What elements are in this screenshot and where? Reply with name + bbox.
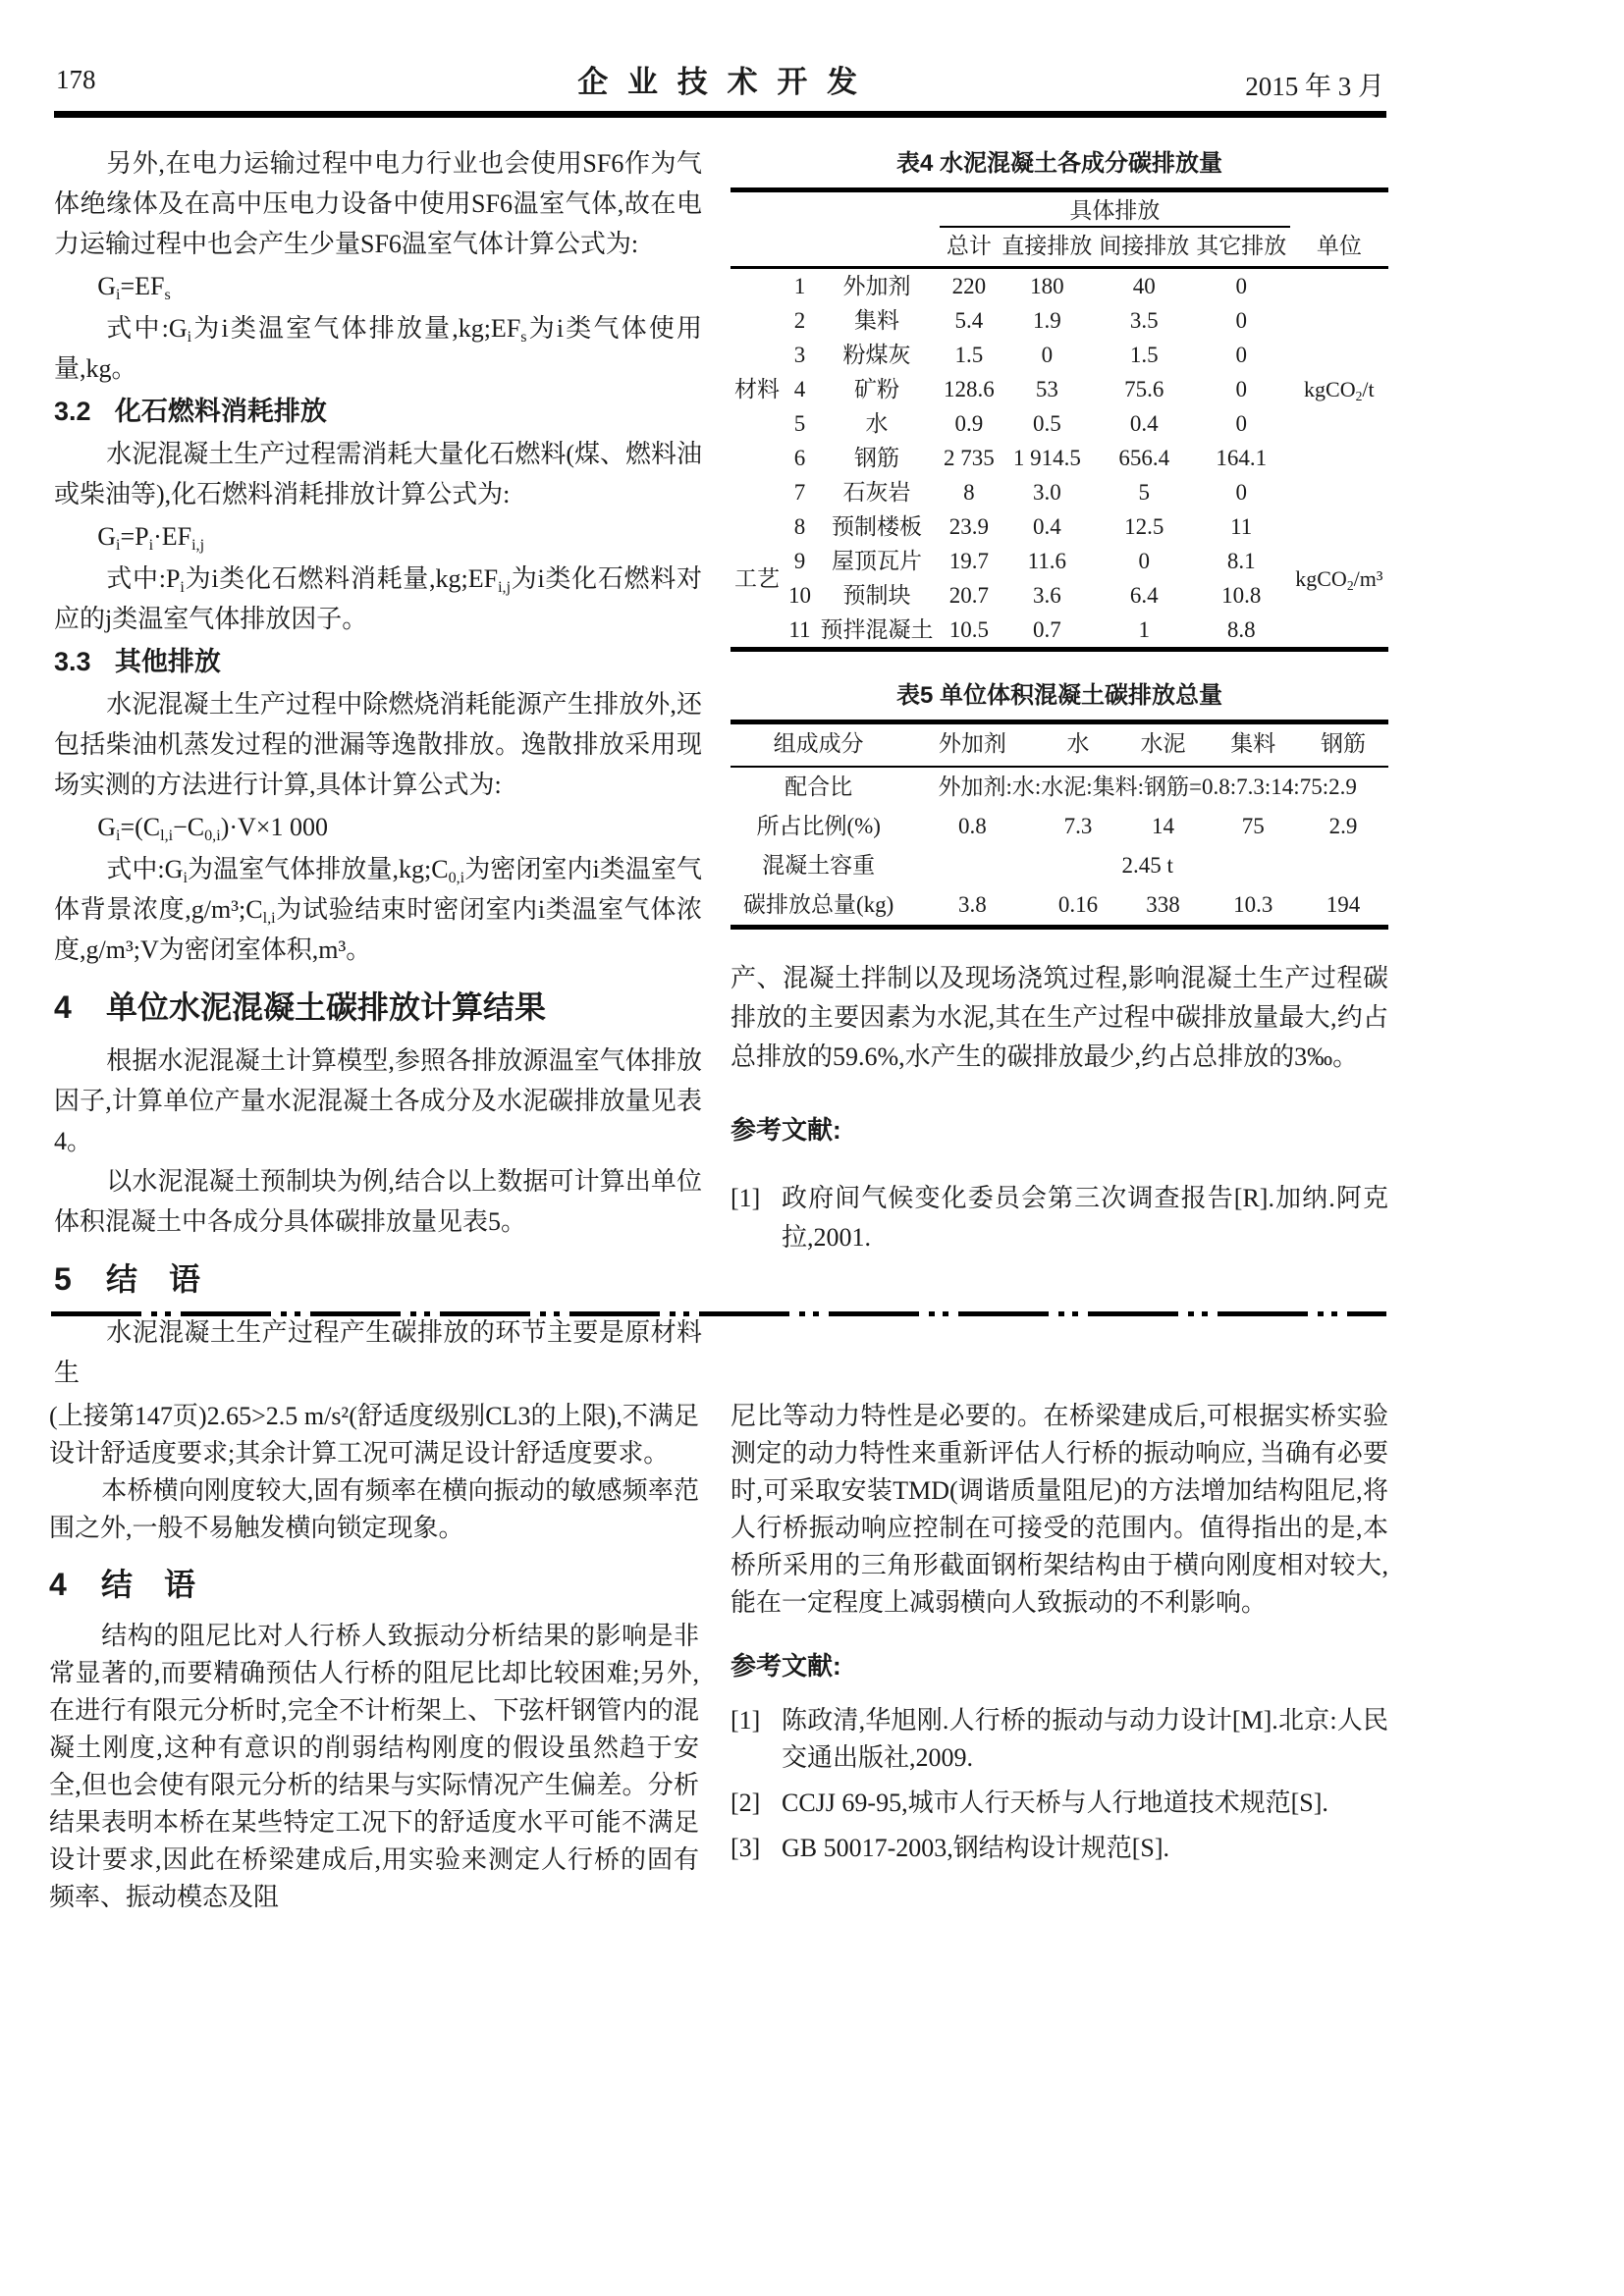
other-cell: 10.8 [1221, 583, 1262, 608]
total-cell: 5.4 [954, 308, 984, 333]
table-row [731, 441, 1388, 475]
unit-cell-process: kgCO$_2$/m³ [1295, 565, 1383, 593]
indirect-cell: 6.4 [1129, 583, 1159, 608]
direct-cell: 1 914.5 [1012, 446, 1081, 470]
paragraph-conclusion-start: 水泥混凝土生产过程产生碳排放的环节主要是原材料生 [54, 1318, 702, 1387]
row-number-cell: 1 [793, 274, 806, 298]
section-title: 结 语 [105, 1261, 200, 1297]
other-cell: 8.1 [1226, 549, 1256, 573]
paragraph-result1: 根据水泥混凝土计算模型,参照各排放源温室气体排放因子,计算单位产量水泥混凝土各成分及水泥碳排放量见表4。 [54, 1046, 702, 1155]
total-cell: 220 [951, 274, 987, 298]
component-name-cell: 预制楼板 [831, 514, 922, 539]
blank-cell [731, 190, 940, 228]
section-number: 3.2 [54, 397, 91, 426]
ratio-cell: 2.9 [1328, 814, 1358, 838]
paragraph-lateral-stiffness: 本桥横向刚度较大,固有频率在横向振动的敏感频率范围之外,一般不易触发横向锁定现象。 [49, 1476, 699, 1542]
column-header-component: 组成成分 [731, 722, 906, 768]
header-rule [54, 111, 1386, 118]
row-number-cell: 11 [788, 617, 811, 642]
section-title: 结 语 [100, 1567, 195, 1602]
reference-marker: [1] [731, 1184, 761, 1212]
row-number-cell: 7 [793, 480, 806, 505]
table4-title: 表4 水泥混凝土各成分碳排放量 [895, 150, 1222, 177]
column-header-admixture: 外加剂 [906, 722, 1038, 768]
table-row [731, 885, 1388, 928]
table-row [731, 268, 1388, 304]
paragraph-conclusion-end: 产、混凝土拌制以及现场浇筑过程,影响混凝土生产过程碳排放的主要因素为水泥,其在生产过程中碳排放量最大,约占总排放的59.6%,水产生的碳排放最少,约占总排放的3‰。 [731, 964, 1388, 1071]
direct-cell: 0.7 [1032, 617, 1061, 642]
section-heading-4 [54, 986, 702, 1029]
total-cell: 0.9 [954, 411, 984, 436]
table-row [731, 372, 1388, 406]
paragraph-sf6: 另外,在电力运输过程中电力行业也会使用SF6作为气体绝缘体及在高中压电力设备中使用SF6温室气体,故在电力运输过程中也会产生少量SF6温室气体计算公式为: [54, 149, 702, 258]
column-header-rebar: 钢筋 [1298, 722, 1388, 768]
table-row [731, 544, 1388, 578]
indirect-cell: 40 [1132, 274, 1156, 298]
column-header-other: 其它排放 [1193, 227, 1290, 268]
table-row [731, 338, 1388, 372]
column-header-direct: 直接排放 [999, 227, 1096, 268]
unit-cell-materials: kgCO$_2$/t [1304, 377, 1375, 404]
row-label-cell: 所占比例(%) [756, 814, 881, 838]
direct-cell: 0.4 [1032, 514, 1061, 539]
journal-title: 企 业 技 术 开 发 [577, 65, 863, 99]
section-title: 单位水泥混凝土碳排放计算结果 [105, 989, 546, 1025]
table-row [731, 406, 1388, 441]
direct-cell: 3.0 [1032, 480, 1061, 505]
total-cell: 19.7 [948, 549, 990, 573]
reference-item [731, 1785, 1388, 1822]
direct-cell: 180 [1030, 274, 1064, 298]
note-other: 式中$:G_i$为温室气体排放量$,kg;C_{0,i}$为密闭室内i类温室气体背景浓度$,g/m^3;C_{l,i}$为试验结束时密闭室内i类温室气体浓度,g/m³;V为密闭室体积,m³。 [54, 855, 702, 964]
section-heading-5 [54, 1257, 702, 1301]
paragraph-damping: 结构的阻尼比对人行桥人致振动分析结果的影响是非常显著的,而要精确预估人行桥的阻尼比却比较困难;另外,在进行有限元分析时,完全不计桁架上、下弦杆钢管内的混凝土刚度,这种有意识的削弱结构刚度的假设虽然趋于安全,但也会使有限元分析的结果与实际情况产生偏差。分析结果表明本桥在某些特定工况下的舒适度水平可能不满足设计要求,因此在桥梁建成后,用实验来测定人行桥的固有频率、振动模态及阻 [49, 1622, 699, 1911]
component-name-cell: 集料 [853, 308, 899, 333]
direct-cell: 0 [1041, 343, 1054, 367]
blank-cell [731, 227, 940, 268]
table-row [731, 509, 1388, 544]
table-row [731, 613, 1388, 650]
total-cell: 128.6 [944, 377, 995, 401]
total-emission-cell: 338 [1146, 892, 1180, 917]
paragraph-result2: 以水泥混凝土预制块为例,结合以上数据可计算出单位体积混凝土中各成分具体碳排放量见表5。 [54, 1167, 702, 1236]
other-cell: 0 [1235, 274, 1247, 298]
paragraph-dynamic-properties: 尼比等动力特性是必要的。在桥梁建成后,可根据实桥实验测定的动力特性来重新评估人行桥的振动响应, 当确有必要时,可采取安装TMD(调谐质量阻尼)的方法增加结构阻尼,将人行桥振动响应控制在可接受的范围内。值得指出的是,本桥所采用的三角形截面钢桁架结构由于横向刚度相对较大,能在一定程度上减弱横向人致振动的不利影响。 [731, 1402, 1388, 1617]
other-cell: 8.8 [1226, 617, 1256, 642]
reference-marker: [3] [731, 1834, 761, 1862]
total-emission-cell: 194 [1326, 892, 1361, 917]
group-cell-process: 工艺 [734, 565, 780, 591]
component-name-cell: 预拌混凝土 [820, 617, 934, 642]
component-name-cell: 水 [865, 411, 889, 436]
density-cell: 2.45 t [1121, 853, 1173, 878]
row-number-cell: 3 [793, 343, 806, 367]
section-number: 3.3 [54, 647, 91, 676]
reference-text: 政府间气候变化委员会第三次调查报告[R].加纳.阿克拉,2001. [782, 1184, 1388, 1252]
direct-cell: 11.6 [1027, 549, 1067, 573]
group-cell-materials: 材料 [734, 377, 780, 401]
reference-text: CCJJ 69-95,城市人行天桥与人行地道技术规范[S]. [782, 1789, 1328, 1817]
section-number: 4 [49, 1567, 67, 1602]
table-row [731, 767, 1388, 807]
row-number-cell: 4 [793, 377, 806, 401]
row-label-cell: 碳排放总量(kg) [743, 892, 894, 917]
total-emission-cell: 3.8 [957, 892, 987, 917]
total-cell: 20.7 [948, 583, 990, 608]
table-header-row [731, 190, 1388, 228]
other-cell: 0 [1235, 411, 1247, 436]
formula-sf6: $G_i=EF_s$ [97, 272, 171, 303]
other-cell: 0 [1235, 377, 1247, 401]
total-cell: 10.5 [948, 617, 990, 642]
component-name-cell: 屋顶瓦片 [831, 549, 922, 573]
row-label-cell: 配合比 [785, 774, 853, 799]
row-number-cell: 6 [793, 446, 806, 470]
reference-marker: [1] [731, 1706, 761, 1735]
section-number: 5 [54, 1261, 72, 1297]
note-fossil: 式中$:P_i$为i类化石燃料消耗量$,kg;EF_{i,j}$为i类化石燃料对应的j类温室气体排放因子。 [54, 564, 702, 633]
table5 [731, 720, 1388, 930]
component-name-cell: 矿粉 [853, 377, 899, 401]
paragraph-other: 水泥混凝土生产过程中除燃烧消耗能源产生排放外,还包括柴油机蒸发过程的泄漏等逸散排放。逸散排放采用现场实测的方法进行计算,具体计算公式为: [54, 690, 702, 799]
component-name-cell: 石灰岩 [842, 480, 911, 505]
table5-title: 表5 单位体积混凝土碳排放总量 [895, 682, 1222, 709]
indirect-cell: 0 [1138, 549, 1151, 573]
component-name-cell: 钢筋 [853, 446, 899, 470]
column-header-water: 水 [1038, 722, 1117, 768]
paragraph-fossil: 水泥混凝土生产过程需消耗大量化石燃料(煤、燃料油或柴油等),化石燃料消耗排放计算公式为: [54, 440, 702, 508]
reference-item [731, 1830, 1388, 1867]
indirect-cell: 5 [1138, 480, 1151, 505]
other-cell: 0 [1235, 480, 1247, 505]
direct-cell: 3.6 [1032, 583, 1061, 608]
ratio-cell: 7.3 [1063, 814, 1093, 838]
page-number: 178 [56, 65, 96, 94]
indirect-cell: 656.4 [1118, 446, 1170, 470]
direct-cell: 0.5 [1032, 411, 1061, 436]
column-header-indirect: 间接排放 [1096, 227, 1193, 268]
total-emission-cell: 0.16 [1057, 892, 1099, 917]
section-heading-3-3 [54, 642, 702, 682]
mix-ratio-cell: 外加剂:水:水泥:集料:钢筋=0.8:7.3:14:75:2.9 [938, 774, 1357, 799]
table4 [731, 187, 1388, 652]
indirect-cell: 0.4 [1129, 411, 1159, 436]
other-cell: 11 [1230, 514, 1253, 539]
table-header-row [731, 722, 1388, 768]
other-cell: 0 [1235, 308, 1247, 333]
direct-cell: 1.9 [1032, 308, 1061, 333]
section-divider-rule [51, 1311, 1386, 1316]
indirect-cell: 75.6 [1124, 377, 1164, 401]
references-label: 参考文献: [731, 1115, 841, 1145]
formula-fossil: $G_i=P_i\cdot EF_{i,j}$ [97, 522, 205, 554]
column-header-aggregate: 集料 [1208, 722, 1298, 768]
ratio-cell: 0.8 [957, 814, 987, 838]
reference-text: GB 50017-2003,钢结构设计规范[S]. [782, 1834, 1170, 1862]
column-header-total: 总计 [940, 227, 999, 268]
ratio-cell: 14 [1151, 814, 1174, 838]
total-emission-cell: 10.3 [1233, 892, 1273, 917]
ratio-cell: 75 [1241, 814, 1265, 838]
row-number-cell: 2 [793, 308, 806, 333]
reference-marker: [2] [731, 1789, 761, 1817]
total-cell: 2 735 [944, 446, 995, 470]
row-number-cell: 10 [787, 583, 811, 608]
component-name-cell: 预制块 [842, 583, 911, 608]
total-cell: 1.5 [954, 343, 984, 367]
table-row [731, 303, 1388, 338]
section-title: 化石燃料消耗排放 [114, 397, 327, 426]
section-heading-3-2 [54, 392, 702, 432]
formula-other: $G_i=(C_{l,i}-C_{0,i})\cdot V\times 1$ 000 [97, 813, 328, 844]
bottom-left-column [49, 1398, 699, 1916]
note-sf6: 式中$:G_i$为i类温室气体排放量$,kg;EF_s$为i类气体使用量,kg。 [54, 314, 702, 383]
top-right-column [731, 147, 1388, 1257]
indirect-cell: 12.5 [1124, 514, 1164, 539]
section-heading-4-conclusion [49, 1563, 699, 1606]
top-left-column [54, 143, 702, 1393]
section-number: 4 [54, 989, 72, 1025]
table-row [731, 846, 1388, 885]
component-name-cell: 外加剂 [842, 274, 911, 298]
issue-date: 2015 年 3 月 [1245, 72, 1384, 101]
total-cell: 23.9 [948, 514, 990, 539]
reference-text: 陈政清,华旭刚.人行桥的振动与动力设计[M].北京:人民交通出版社,2009. [782, 1706, 1388, 1772]
table-row [731, 475, 1388, 509]
row-label-cell: 混凝土容重 [762, 853, 876, 878]
indirect-cell: 1.5 [1129, 343, 1159, 367]
blank-cell [1290, 190, 1388, 228]
component-name-cell: 粉煤灰 [842, 343, 911, 367]
other-cell: 164.1 [1216, 446, 1268, 470]
bottom-right-column [731, 1398, 1388, 1867]
table-header-row [731, 227, 1388, 268]
table-row [731, 807, 1388, 846]
other-cell: 0 [1235, 343, 1247, 367]
direct-cell: 53 [1035, 377, 1058, 401]
table-row [731, 578, 1388, 613]
reference-item [731, 1179, 1388, 1257]
indirect-cell: 3.5 [1129, 308, 1159, 333]
indirect-cell: 1 [1138, 617, 1151, 642]
references-label: 参考文献: [731, 1651, 841, 1681]
total-cell: 8 [963, 480, 975, 505]
running-head [54, 57, 1386, 102]
row-number-cell: 8 [793, 514, 806, 539]
section-title: 其他排放 [114, 647, 221, 676]
row-number-cell: 9 [793, 549, 806, 573]
row-number-cell: 5 [793, 411, 806, 436]
column-header-unit: 单位 [1290, 227, 1388, 268]
reference-item [731, 1702, 1388, 1777]
paragraph-continued-from-147: (上接第147页)2.65>2.5 m/s²(舒适度级别CL3的上限),不满足设计舒适度要求;其余计算工况可满足设计舒适度要求。 [49, 1402, 699, 1468]
span-header-cell: 具体排放 [940, 190, 1290, 228]
column-header-cement: 水泥 [1118, 722, 1209, 768]
